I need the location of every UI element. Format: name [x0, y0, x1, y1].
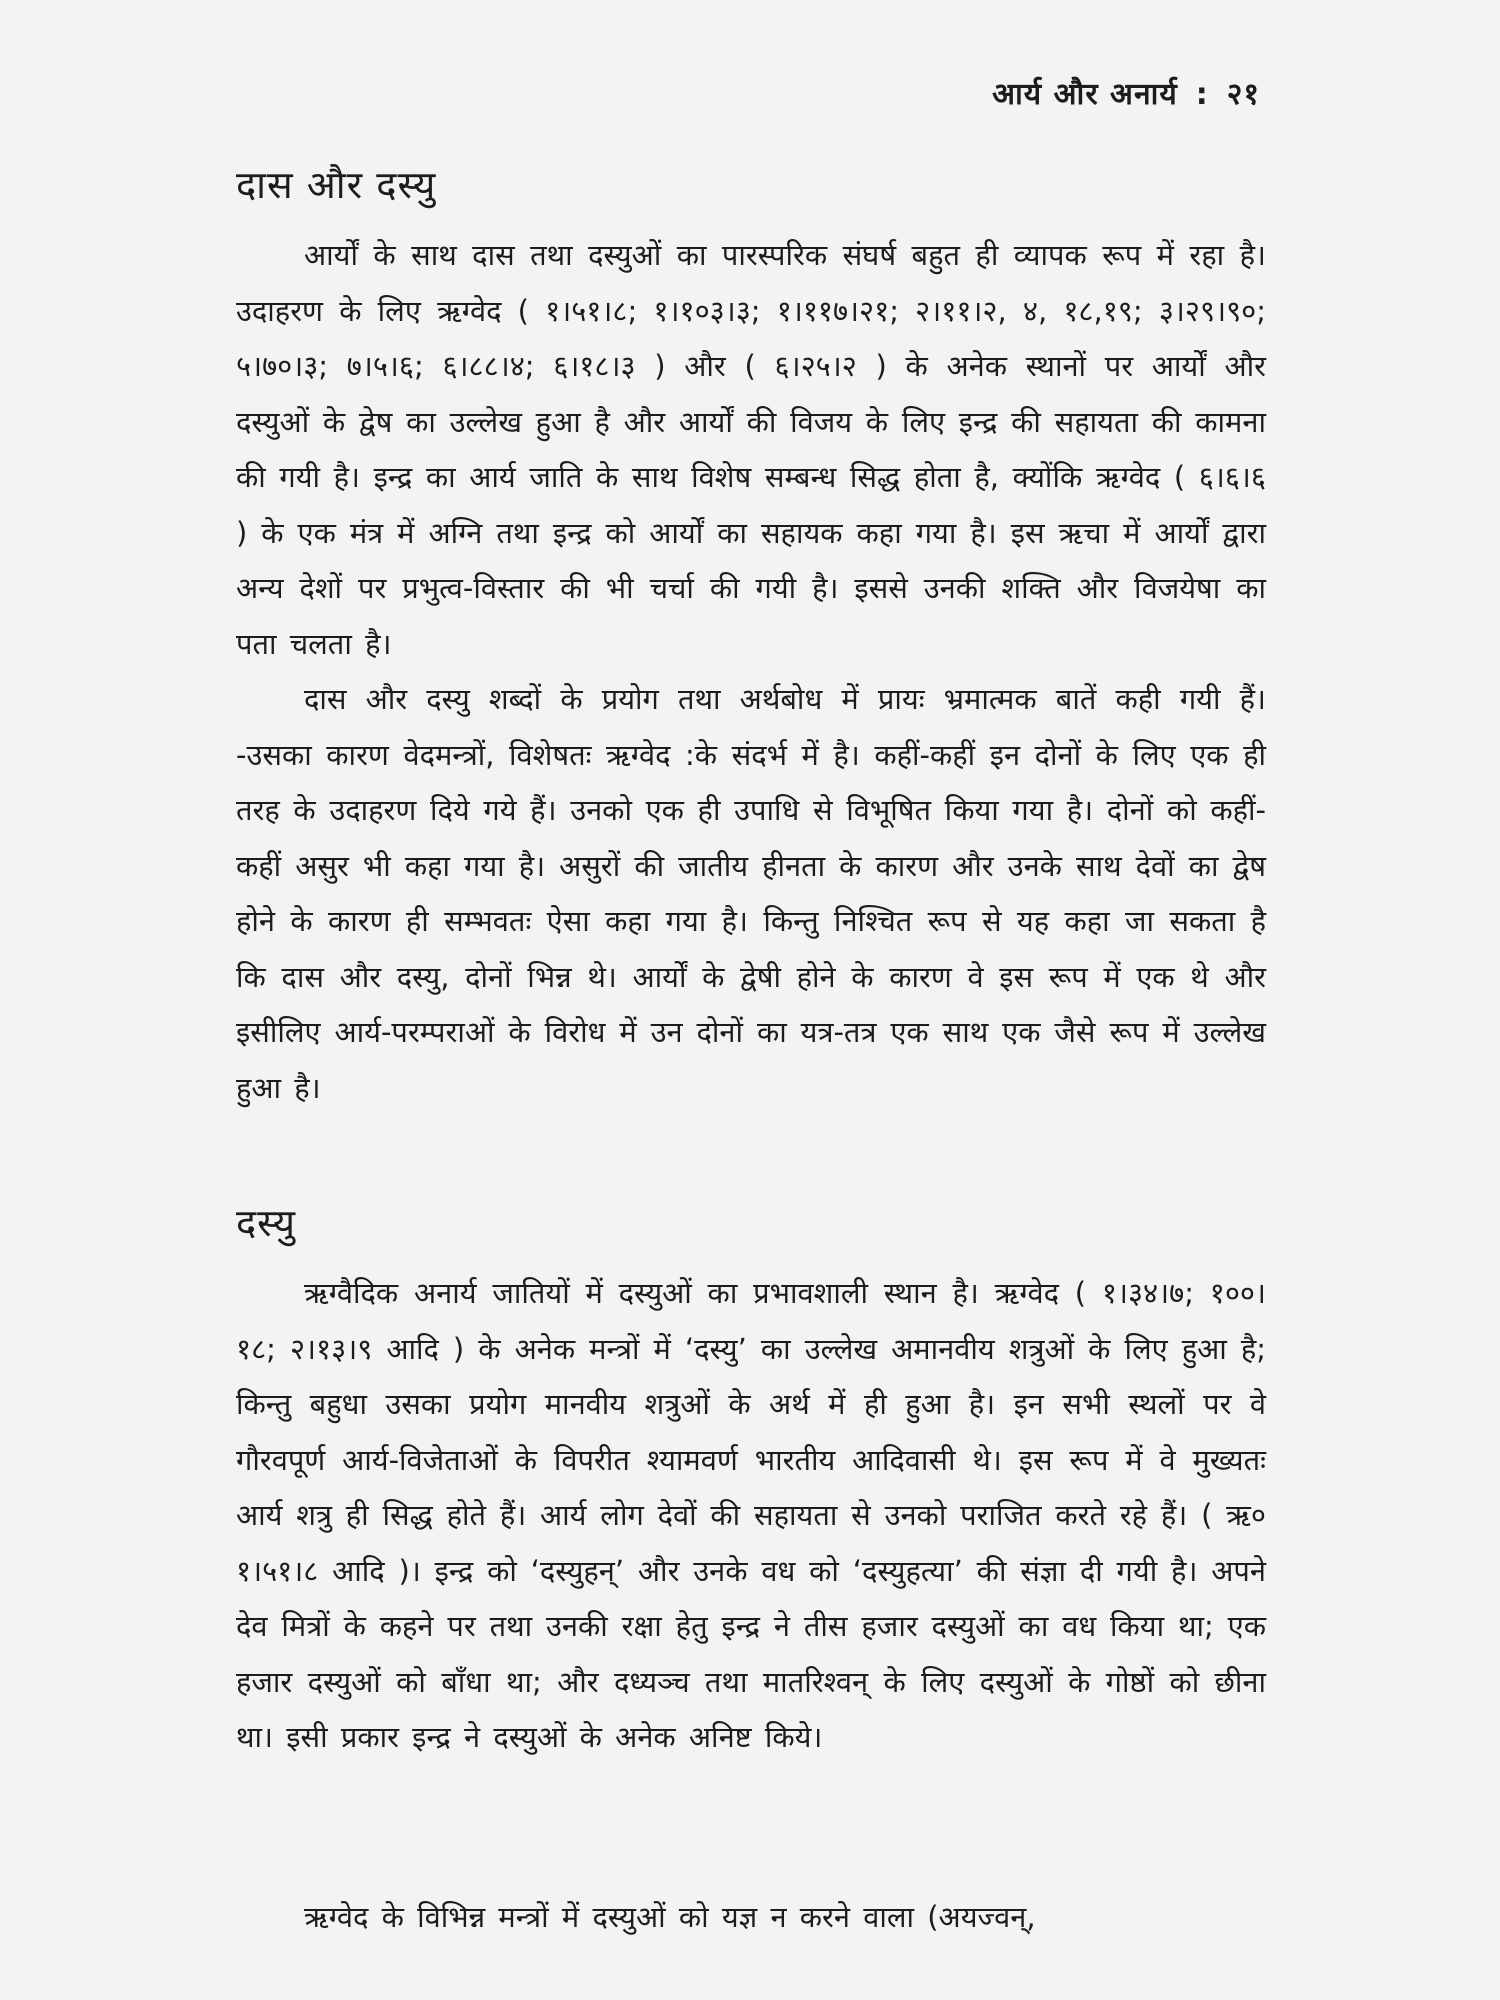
running-head-separator: : [1195, 77, 1209, 112]
page-number: २१ [1226, 77, 1260, 112]
section-das-aur-dasyu [236, 158, 1266, 1116]
running-head [992, 72, 1260, 113]
paragraph: ऋग्वैदिक अनार्य जातियों में दस्युओं का प्रभावशाली स्थान है। ऋग्वेद ( १।३४।७; १००।१८; २।१३।९ आदि ) के अनेक मन्त्रों में ‘दस्यु’ का उल्लेख अमानवीय शत्रुओं के लिए हुआ है; किन्तु बहुधा उसका प्रयोग मानवीय शत्रुओं के अर्थ में ही हुआ है। इन सभी स्थलों पर वे गौरवपूर्ण आर्य-विजेताओं के विपरीत श्यामवर्ण भारतीय आदिवासी थे। इस रूप में वे मुख्यतः आर्य शत्रु ही सिद्ध होते हैं। आर्य लोग देवों की सहायता से उनको पराजित करते रहे हैं। ( ऋ० १।५१।८ आदि )। इन्द्र को ‘दस्युहन्’ और उनके वध को ‘दस्युहत्या’ की संज्ञा दी गयी है। अपने देव मित्रों के कहने पर तथा उनकी रक्षा हेतु इन्द्र ने तीस हजार दस्युओं का वध किया था; एक हजार दस्युओं को बाँधा था; और दध्यञ्च तथा मातरिश्वन् के लिए दस्युओं के गोष्ठों को छीना था। इसी प्रकार इन्द्र ने दस्युओं के अनेक अनिष्ट किये। [236, 1276, 1266, 1754]
paragraph: दास और दस्यु शब्दों के प्रयोग तथा अर्थबोध में प्रायः भ्रमात्मक बातें कही गयी हैं। -उसका कारण वेदमन्त्रों, विशेषतः ऋग्वेद :के संदर्भ में है। कहीं-कहीं इन दोनों के लिए एक ही तरह के उदाहरण दिये गये हैं। उनको एक ही उपाधि से विभूषित किया गया है। दोनों को कहीं-कहीं असुर भी कहा गया है। असुरों की जातीय हीनता के कारण और उनके साथ देवों का द्वेष होने के कारण ही सम्भवतः ऐसा कहा गया है। किन्तु निश्चित रूप से यह कहा जा सकता है कि दास और दस्यु, दोनों भिन्न थे। आर्यों के द्वेषी होने के कारण वे इस रूप में एक थे और इसीलिए आर्य-परम्पराओं के विरोध में उन दोनों का यत्र-तत्र एक साथ एक जैसे रूप में उल्लेख हुआ है। [236, 682, 1266, 1105]
paragraph: आर्यों के साथ दास तथा दस्युओं का पारस्परिक संघर्ष बहुत ही व्यापक रूप में रहा है। उदाहरण के लिए ऋग्वेद ( १।५१।८; १।१०३।३; १।११७।२१; २।११।२, ४, १८,१९; ३।२९।९०; ५।७०।३; ७।५।६; ६।८८।४; ६।१८।३ ) और ( ६।२५।२ ) के अनेक स्थानों पर आर्यों और दस्युओं के द्वेष का उल्लेख हुआ है और आर्यों की विजय के लिए इन्द्र की सहायता की कामना की गयी है। इन्द्र का आर्य जाति के साथ विशेष सम्बन्ध सिद्ध होता है, क्योंकि ऋग्वेद ( ६।६।६ ) के एक मंत्र में अग्नि तथा इन्द्र को आर्यों का सहायक कहा गया है। इस ऋचा में आर्यों द्वारा अन्य देशों पर प्रभुत्व-विस्तार की भी चर्चा की गयी है। इससे उनकी शक्ति और विजयेषा का पता चलता है। [236, 238, 1266, 661]
paragraph-continued: ऋग्वेद के विभिन्न मन्त्रों में दस्युओं को यज्ञ न करने वाला (अयज्वन्, [304, 1900, 1036, 1934]
running-head-title: आर्य और अनार्य [992, 77, 1178, 112]
section-dasyu [236, 1196, 1266, 1766]
section-heading: दास और दस्यु [236, 163, 437, 207]
section-heading: दस्यु [236, 1201, 297, 1245]
